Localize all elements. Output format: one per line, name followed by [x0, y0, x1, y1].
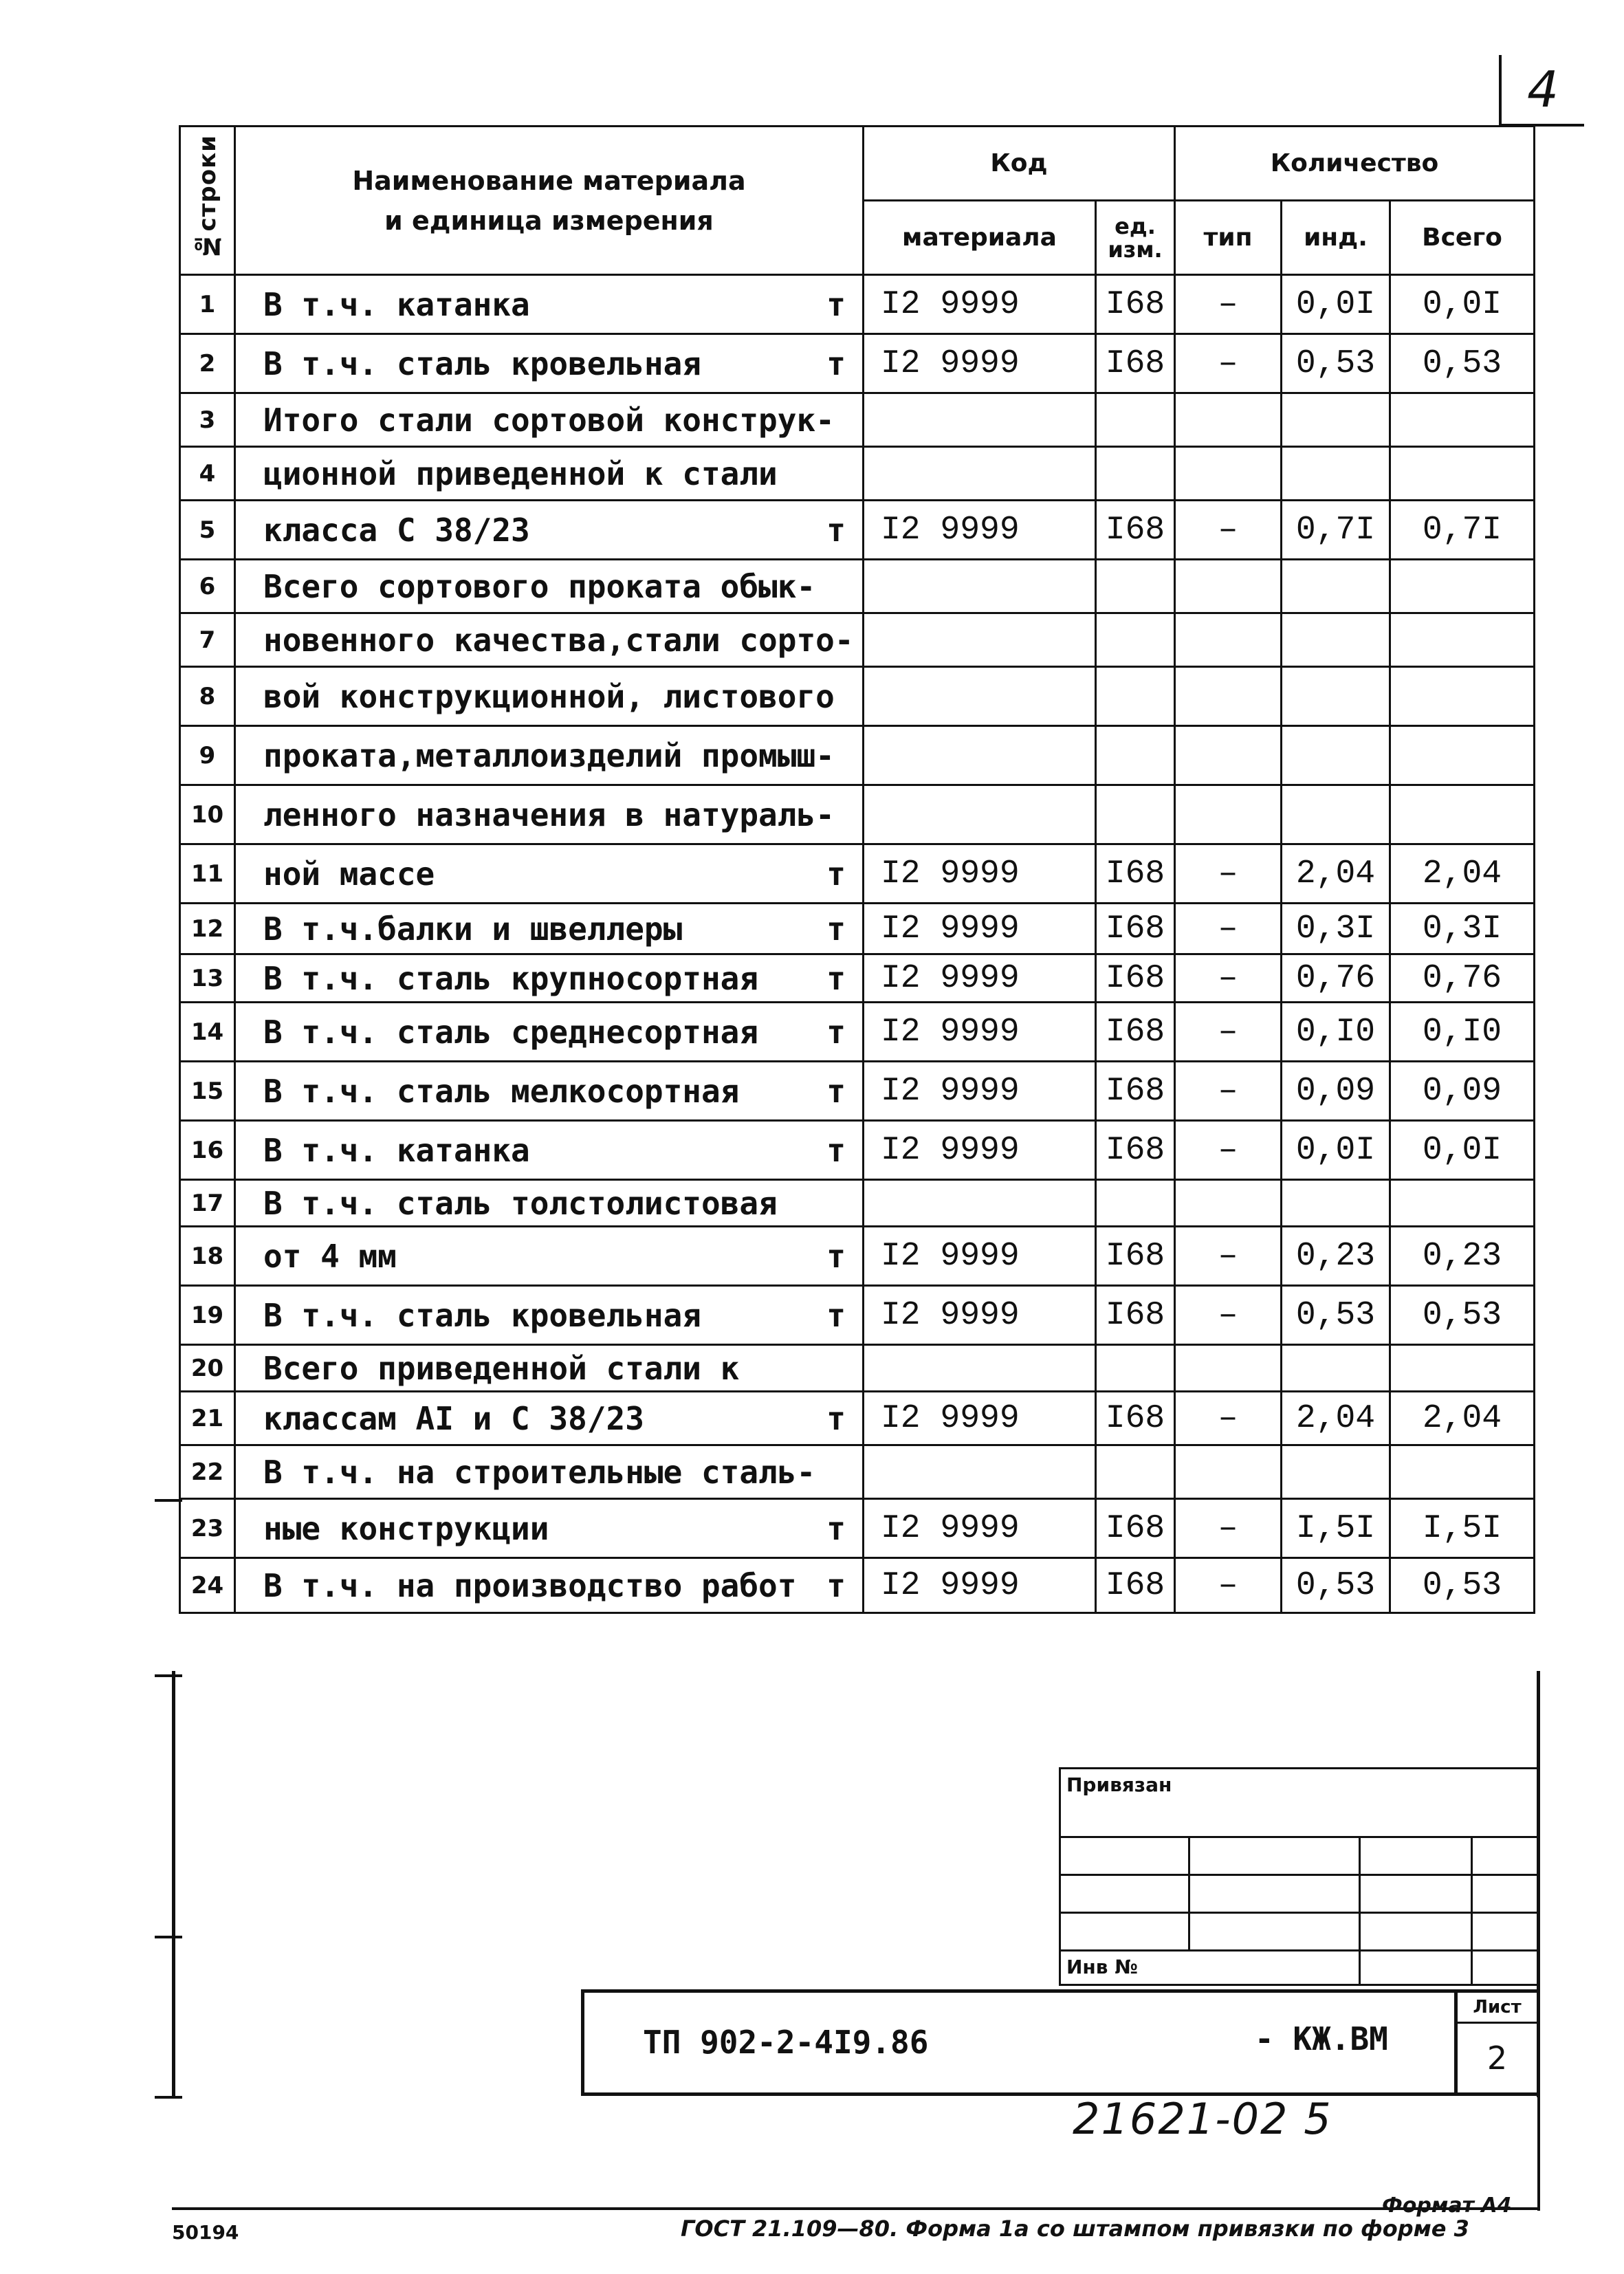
total-quantity-cell: [1390, 560, 1535, 613]
ind-quantity-cell: [1282, 613, 1390, 667]
row-number-cell: 19: [180, 1286, 235, 1345]
code-group-header: Код: [864, 127, 1175, 201]
right-border-line: [1537, 2097, 1540, 2211]
total-quantity-cell: 0,53: [1390, 1558, 1535, 1613]
total-quantity-cell: 0,0I: [1390, 275, 1535, 334]
material-code-cell: [864, 1180, 1096, 1227]
total-header: Всего: [1390, 201, 1535, 275]
inventory-label: Инв №: [1060, 1951, 1360, 1985]
row-number-cell: 4: [180, 447, 235, 501]
material-name-cell: [235, 447, 864, 501]
unit-code-cell: [1096, 1180, 1175, 1227]
material-code-cell: I2 9999: [864, 844, 1096, 904]
table-row: [180, 1345, 1535, 1392]
type-cell: –: [1175, 501, 1282, 560]
material-name-cell: [235, 1180, 864, 1227]
material-name-cell: [235, 785, 864, 844]
binding-label: Привязан: [1060, 1769, 1539, 1837]
material-name-cell: [235, 1499, 864, 1558]
material-code-cell: [864, 613, 1096, 667]
material-name-cell: [235, 1286, 864, 1345]
ind-quantity-cell: 0,0I: [1282, 275, 1390, 334]
material-code-cell: I2 9999: [864, 954, 1096, 1003]
material-name-text: В т.ч. сталь среднесортная: [263, 1013, 759, 1051]
material-name-cell: [235, 393, 864, 447]
unit-code-cell: I68: [1096, 954, 1175, 1003]
type-cell: [1175, 613, 1282, 667]
material-name-text: В т.ч. сталь кровельная: [263, 345, 701, 382]
material-code-cell: I2 9999: [864, 1227, 1096, 1286]
material-name-text: ной массе: [263, 855, 435, 893]
row-number-cell: 6: [180, 560, 235, 613]
total-quantity-cell: 0,76: [1390, 954, 1535, 1003]
ind-quantity-cell: 0,76: [1282, 954, 1390, 1003]
unit-code-cell: I68: [1096, 904, 1175, 954]
document-suffix: - КЖ.ВМ: [1255, 2020, 1388, 2057]
margin-tick: [155, 1499, 182, 1502]
footer-code: 50194: [172, 2221, 239, 2244]
material-name-text: Итого стали сортовой конструк-: [263, 401, 835, 439]
table-row: [180, 667, 1535, 726]
material-name-cell: [235, 1227, 864, 1286]
ind-quantity-cell: 0,23: [1282, 1227, 1390, 1286]
material-name-text: ные конструкции: [263, 1509, 549, 1547]
table-row: [180, 275, 1535, 334]
ind-quantity-cell: 0,53: [1282, 1286, 1390, 1345]
sheet-label: Лист: [1458, 1993, 1537, 2024]
unit-code-cell: [1096, 1445, 1175, 1499]
material-spec-table: [179, 125, 1535, 1614]
material-name-text: В т.ч.балки и швеллеры: [263, 910, 683, 948]
total-quantity-cell: [1390, 1345, 1535, 1392]
material-code-cell: I2 9999: [864, 904, 1096, 954]
row-number-cell: 14: [180, 1003, 235, 1062]
type-cell: –: [1175, 1499, 1282, 1558]
material-name-text: ленного назначения в натураль-: [263, 796, 835, 833]
unit-code-header: ед. изм.: [1096, 201, 1175, 275]
unit-code-cell: I68: [1096, 334, 1175, 393]
type-cell: –: [1175, 1062, 1282, 1121]
material-code-cell: [864, 785, 1096, 844]
unit-code-cell: I68: [1096, 1286, 1175, 1345]
material-code-cell: [864, 1345, 1096, 1392]
material-code-cell: [864, 393, 1096, 447]
material-name-cell: [235, 501, 864, 560]
ind-quantity-cell: 0,3I: [1282, 904, 1390, 954]
unit-code-cell: [1096, 726, 1175, 785]
table-row: [180, 904, 1535, 954]
material-name-text: классам АI и С 38/23: [263, 1399, 644, 1437]
table-row: [180, 501, 1535, 560]
unit-code-cell: [1096, 613, 1175, 667]
material-name-text: В т.ч. на строительные сталь-: [263, 1453, 816, 1491]
table-row: [180, 1286, 1535, 1345]
title-block: [581, 1989, 1454, 2096]
row-number-cell: 15: [180, 1062, 235, 1121]
table-row: [180, 954, 1535, 1003]
total-quantity-cell: [1390, 1180, 1535, 1227]
material-name-cell: [235, 1345, 864, 1392]
total-quantity-cell: 2,04: [1390, 844, 1535, 904]
table-row: [180, 1180, 1535, 1227]
unit-code-cell: I68: [1096, 275, 1175, 334]
ind-quantity-cell: [1282, 785, 1390, 844]
row-number-cell: 16: [180, 1121, 235, 1180]
ind-quantity-cell: 0,53: [1282, 334, 1390, 393]
type-cell: –: [1175, 275, 1282, 334]
type-cell: [1175, 393, 1282, 447]
qty-group-header: Количество: [1175, 127, 1535, 201]
material-name-text: В т.ч. катанка: [263, 1131, 530, 1169]
material-name-cell: [235, 275, 864, 334]
unit-text: т: [826, 1399, 846, 1437]
material-code-cell: [864, 667, 1096, 726]
unit-code-cell: I68: [1096, 1062, 1175, 1121]
material-name-text: новенного качества,стали сорто-: [263, 621, 854, 659]
unit-code-cell: I68: [1096, 1227, 1175, 1286]
table-row: [180, 1558, 1535, 1613]
material-name-text: Всего приведенной стали к: [263, 1349, 740, 1387]
ind-quantity-cell: [1282, 1345, 1390, 1392]
total-quantity-cell: [1390, 613, 1535, 667]
row-number-cell: 20: [180, 1345, 235, 1392]
name-header: Наименование материала и единица измерения: [235, 127, 864, 275]
row-number-cell: 12: [180, 904, 235, 954]
total-quantity-cell: 0,0I: [1390, 1121, 1535, 1180]
total-quantity-cell: 2,04: [1390, 1392, 1535, 1445]
table-row: [180, 1392, 1535, 1445]
unit-code-cell: [1096, 560, 1175, 613]
margin-tick: [155, 1674, 182, 1677]
material-name-text: В т.ч. катанка: [263, 285, 530, 323]
unit-text: т: [826, 1509, 846, 1547]
unit-code-cell: I68: [1096, 1499, 1175, 1558]
material-name-cell: [235, 1445, 864, 1499]
row-number-cell: 23: [180, 1499, 235, 1558]
material-code-cell: I2 9999: [864, 1558, 1096, 1613]
table-row: [180, 1499, 1535, 1558]
unit-text: т: [826, 1072, 846, 1110]
material-name-text: вой конструкционной, листового: [263, 677, 835, 715]
sheet-box: [1454, 1989, 1540, 2096]
binding-stamp: [1059, 1767, 1540, 1986]
material-name-text: В т.ч. сталь толстолистовая: [263, 1184, 778, 1222]
handwritten-number: 21621-02 5: [1073, 2094, 1332, 2144]
row-number-cell: 10: [180, 785, 235, 844]
type-cell: –: [1175, 844, 1282, 904]
unit-text: т: [826, 1013, 846, 1051]
sheet-number: 2: [1486, 2040, 1508, 2077]
type-header: тип: [1175, 201, 1282, 275]
unit-code-cell: I68: [1096, 501, 1175, 560]
unit-code-cell: I68: [1096, 1558, 1175, 1613]
total-quantity-cell: [1390, 667, 1535, 726]
total-quantity-cell: 0,23: [1390, 1227, 1535, 1286]
row-number-cell: 1: [180, 275, 235, 334]
material-name-cell: [235, 844, 864, 904]
margin-tick: [155, 2096, 182, 2099]
table-row: [180, 447, 1535, 501]
material-code-cell: I2 9999: [864, 1499, 1096, 1558]
footer-standard: ГОСТ 21.109—80. Форма 1а со штампом привязки по форме 3: [681, 2216, 1469, 2242]
row-number-cell: 13: [180, 954, 235, 1003]
row-number-cell: 5: [180, 501, 235, 560]
type-cell: –: [1175, 1392, 1282, 1445]
unit-code-cell: [1096, 447, 1175, 501]
material-code-cell: I2 9999: [864, 1062, 1096, 1121]
unit-code-cell: I68: [1096, 1392, 1175, 1445]
unit-code-cell: [1096, 1345, 1175, 1392]
material-name-cell: [235, 667, 864, 726]
material-name-cell: [235, 1062, 864, 1121]
ind-quantity-cell: [1282, 1445, 1390, 1499]
row-number-cell: 22: [180, 1445, 235, 1499]
total-quantity-cell: [1390, 1445, 1535, 1499]
material-name-cell: [235, 904, 864, 954]
unit-code-cell: I68: [1096, 1121, 1175, 1180]
unit-text: т: [826, 1237, 846, 1275]
ind-quantity-cell: 0,7I: [1282, 501, 1390, 560]
material-name-cell: [235, 1003, 864, 1062]
ind-quantity-cell: 0,I0: [1282, 1003, 1390, 1062]
unit-text: т: [826, 1131, 846, 1169]
ind-quantity-cell: 2,04: [1282, 1392, 1390, 1445]
material-name-text: В т.ч. сталь мелкосортная: [263, 1072, 740, 1110]
table-row: [180, 1003, 1535, 1062]
unit-text: т: [826, 511, 846, 549]
table-row: [180, 393, 1535, 447]
type-cell: [1175, 1345, 1282, 1392]
type-cell: [1175, 667, 1282, 726]
unit-code-cell: [1096, 667, 1175, 726]
type-cell: –: [1175, 954, 1282, 1003]
unit-text: т: [826, 910, 846, 948]
material-name-text: проката,металлоизделий промыш-: [263, 736, 835, 774]
ind-quantity-cell: [1282, 560, 1390, 613]
material-code-cell: I2 9999: [864, 1003, 1096, 1062]
row-number-cell: 9: [180, 726, 235, 785]
type-cell: –: [1175, 1286, 1282, 1345]
unit-text: т: [826, 285, 846, 323]
row-number-cell: 8: [180, 667, 235, 726]
type-cell: –: [1175, 904, 1282, 954]
material-code-cell: I2 9999: [864, 334, 1096, 393]
type-cell: [1175, 447, 1282, 501]
total-quantity-cell: 0,53: [1390, 334, 1535, 393]
row-number-cell: 7: [180, 613, 235, 667]
material-code-cell: [864, 726, 1096, 785]
ind-quantity-cell: 0,53: [1282, 1558, 1390, 1613]
material-code-cell: I2 9999: [864, 1121, 1096, 1180]
material-name-cell: [235, 726, 864, 785]
row-number-cell: 21: [180, 1392, 235, 1445]
unit-code-cell: I68: [1096, 1003, 1175, 1062]
type-cell: [1175, 726, 1282, 785]
type-cell: –: [1175, 1558, 1282, 1613]
material-name-cell: [235, 954, 864, 1003]
row-number-cell: 24: [180, 1558, 235, 1613]
table-row: [180, 726, 1535, 785]
material-code-cell: I2 9999: [864, 1286, 1096, 1345]
material-code-cell: [864, 447, 1096, 501]
row-number-cell: 17: [180, 1180, 235, 1227]
material-code-cell: [864, 560, 1096, 613]
material-code-cell: [864, 1445, 1096, 1499]
material-code-cell: I2 9999: [864, 275, 1096, 334]
row-number-cell: 18: [180, 1227, 235, 1286]
total-quantity-cell: I,5I: [1390, 1499, 1535, 1558]
ind-quantity-cell: 0,09: [1282, 1062, 1390, 1121]
row-number-cell: 11: [180, 844, 235, 904]
unit-text: т: [826, 1566, 846, 1604]
type-cell: [1175, 1445, 1282, 1499]
total-quantity-cell: 0,I0: [1390, 1003, 1535, 1062]
material-code-cell: I2 9999: [864, 1392, 1096, 1445]
row-number-cell: 2: [180, 334, 235, 393]
table-row: [180, 1445, 1535, 1499]
total-quantity-cell: 0,09: [1390, 1062, 1535, 1121]
ind-quantity-cell: [1282, 726, 1390, 785]
type-cell: [1175, 1180, 1282, 1227]
type-cell: –: [1175, 334, 1282, 393]
footer-line: [172, 2207, 1540, 2210]
type-cell: –: [1175, 1227, 1282, 1286]
format-label: Формат А4: [1382, 2194, 1512, 2218]
material-code-cell: I2 9999: [864, 501, 1096, 560]
rowno-header: №строки: [180, 127, 235, 275]
total-quantity-cell: [1390, 726, 1535, 785]
ind-quantity-cell: I,5I: [1282, 1499, 1390, 1558]
type-cell: [1175, 785, 1282, 844]
material-code-header: материала: [864, 201, 1096, 275]
table-row: [180, 785, 1535, 844]
type-cell: –: [1175, 1121, 1282, 1180]
table-row: [180, 1121, 1535, 1180]
material-name-cell: [235, 1558, 864, 1613]
table-row: [180, 334, 1535, 393]
unit-code-cell: [1096, 393, 1175, 447]
table-row: [180, 844, 1535, 904]
unit-code-cell: I68: [1096, 844, 1175, 904]
ind-quantity-cell: [1282, 393, 1390, 447]
total-quantity-cell: 0,53: [1390, 1286, 1535, 1345]
unit-text: т: [826, 1296, 846, 1334]
unit-text: т: [826, 959, 846, 997]
ind-quantity-cell: [1282, 447, 1390, 501]
material-name-cell: [235, 334, 864, 393]
material-name-cell: [235, 613, 864, 667]
material-name-text: В т.ч. на производство работ: [263, 1566, 797, 1604]
total-quantity-cell: [1390, 447, 1535, 501]
material-name-cell: [235, 1392, 864, 1445]
table-row: [180, 560, 1535, 613]
table-row: [180, 1062, 1535, 1121]
material-name-text: В т.ч. сталь кровельная: [263, 1296, 701, 1334]
unit-text: т: [826, 345, 846, 382]
unit-text: т: [826, 855, 846, 893]
material-name-text: от 4 мм: [263, 1237, 397, 1275]
ind-quantity-cell: 0,0I: [1282, 1121, 1390, 1180]
table-row: [180, 613, 1535, 667]
material-name-cell: [235, 560, 864, 613]
material-name-text: В т.ч. сталь крупносортная: [263, 959, 759, 997]
type-cell: –: [1175, 1003, 1282, 1062]
material-name-text: ционной приведенной к стали: [263, 455, 778, 492]
document-code: ТП 902-2-4I9.86: [643, 2024, 929, 2061]
material-name-text: Всего сортового проката обык-: [263, 567, 816, 605]
total-quantity-cell: [1390, 785, 1535, 844]
material-name-text: класса С 38/23: [263, 511, 530, 549]
ind-header: инд.: [1282, 201, 1390, 275]
row-number-cell: 3: [180, 393, 235, 447]
total-quantity-cell: [1390, 393, 1535, 447]
material-name-cell: [235, 1121, 864, 1180]
table-row: [180, 1227, 1535, 1286]
type-cell: [1175, 560, 1282, 613]
margin-tick: [155, 1936, 182, 1938]
ind-quantity-cell: [1282, 667, 1390, 726]
total-quantity-cell: 0,7I: [1390, 501, 1535, 560]
total-quantity-cell: 0,3I: [1390, 904, 1535, 954]
page-number: 4: [1499, 55, 1584, 127]
ind-quantity-cell: [1282, 1180, 1390, 1227]
unit-code-cell: [1096, 785, 1175, 844]
ind-quantity-cell: 2,04: [1282, 844, 1390, 904]
